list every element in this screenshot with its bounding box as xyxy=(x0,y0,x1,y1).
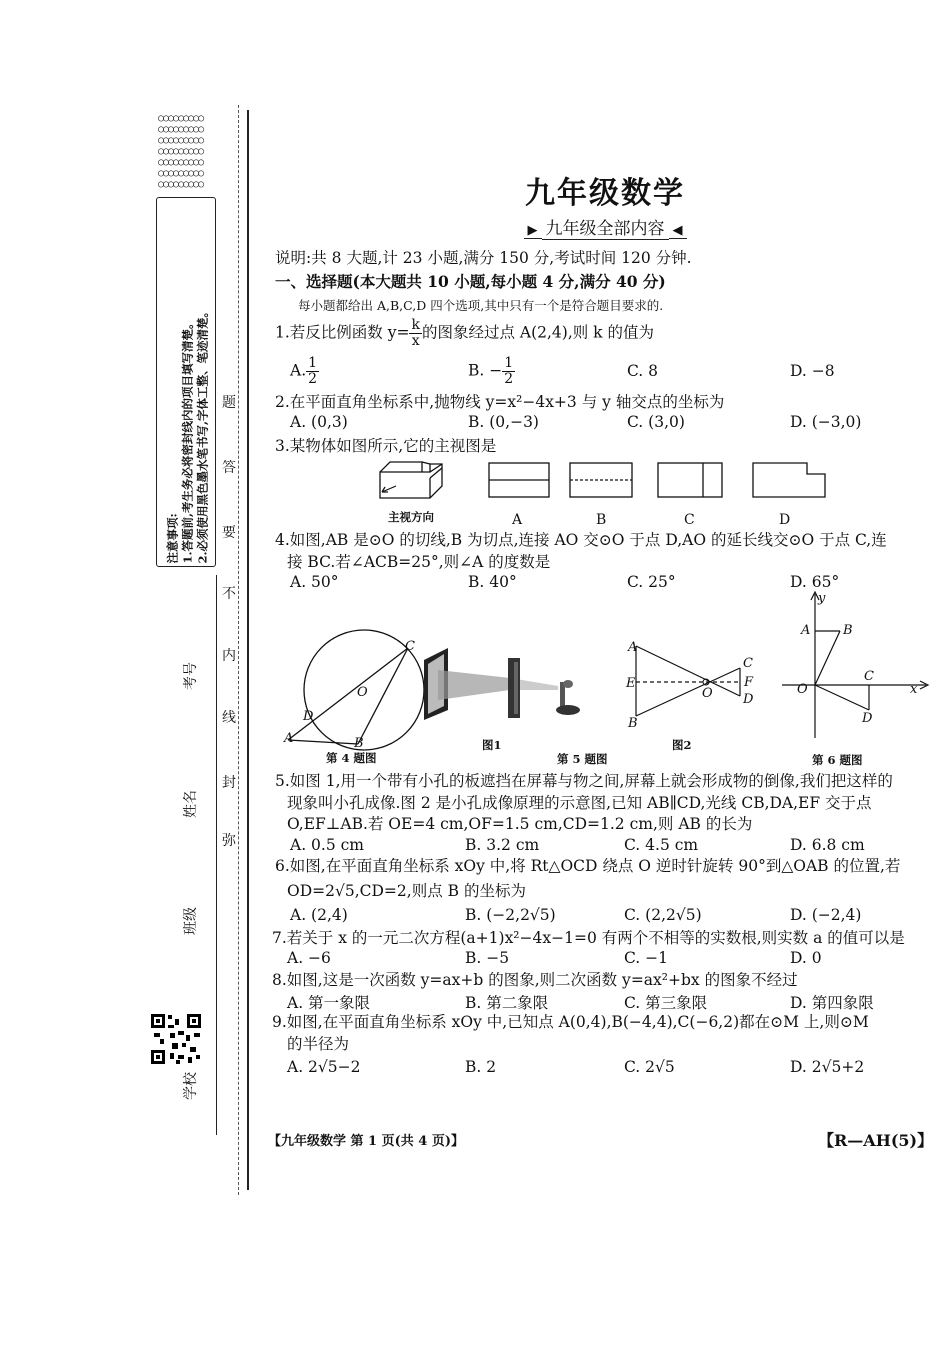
page-title: 九年级数学 xyxy=(525,176,685,211)
q1-b-den: 2 xyxy=(504,371,514,387)
q3-arrow-label: 主视方向 xyxy=(388,510,434,524)
q1-frac-den: x xyxy=(411,333,420,349)
q1-a-label: A. xyxy=(290,361,307,380)
field-class: 班级 xyxy=(183,907,199,935)
q4-stem-1: 4.如图,AB 是⊙O 的切线,B 为切点,连接 AO 交⊙O 于点 D,AO 的延长线交⊙O 于点 C,连 xyxy=(275,531,887,549)
fig2-label-o: O xyxy=(702,686,713,701)
seal-char-6: 要 xyxy=(222,525,236,541)
field-school: 学校 xyxy=(183,1072,199,1100)
q1-option-d: D. −8 xyxy=(790,362,835,380)
q7-option-a: A. −6 xyxy=(287,949,331,967)
q7-stem: 7.若关于 x 的一元二次方程(a+1)x²−4x−1=0 有两个不相等的实数根,则实数 a 的值可以是 xyxy=(272,929,905,947)
q4-option-b: B. 40° xyxy=(468,573,517,591)
q9-option-a: A. 2√5−2 xyxy=(287,1058,361,1076)
q5-option-a: A. 0.5 cm xyxy=(290,836,365,854)
fig4-label-b: B xyxy=(354,736,364,751)
field-exam-no: 考号 xyxy=(183,662,199,690)
seal-char-2: 封 xyxy=(222,775,236,791)
q8-stem: 8.如图,这是一次函数 y=ax+b 的图象,则二次函数 y=ax²+bx 的图象不经过 xyxy=(272,971,798,989)
q1-stem-b: 的图象经过点 A(2,4),则 k 的值为 xyxy=(421,323,654,342)
fig2-label-e: E xyxy=(626,676,636,691)
fig6-label-o: O xyxy=(797,682,808,697)
fig6-label-x: x xyxy=(910,682,918,697)
q5-option-c: C. 4.5 cm xyxy=(624,836,699,854)
q5-option-b: B. 3.2 cm xyxy=(465,836,540,854)
fig6-label-y: y xyxy=(818,591,826,606)
fig2-label-d: D xyxy=(743,692,754,707)
q3-stem: 3.某物体如图所示,它的主视图是 xyxy=(275,437,497,455)
qr-code-icon xyxy=(150,1013,202,1065)
fig4-label-o: O xyxy=(357,685,368,700)
q5-stem-3: O,EF⊥AB.若 OE=4 cm,OF=1.5 cm,CD=1.2 cm,则 AB 的长为 xyxy=(287,815,753,833)
q5-stem-1: 5.如图 1,用一个带有小孔的板遮挡在屏幕与物之间,屏幕上就会形成物的倒像,我们把这样的 xyxy=(275,772,893,790)
q7-option-b: B. −5 xyxy=(465,949,510,967)
q9-stem-2: 的半径为 xyxy=(287,1035,350,1053)
q3-option-figures xyxy=(485,460,830,500)
q6-stem-2: OD=2√5,CD=2,则点 B 的坐标为 xyxy=(287,882,526,900)
seal-char-7: 答 xyxy=(222,460,236,476)
q3-label-b: B xyxy=(596,512,607,528)
q2-option-b: B. (0,−3) xyxy=(468,413,539,431)
q4-option-d: D. 65° xyxy=(790,573,840,591)
fig4-label-c: C xyxy=(405,639,415,654)
seal-char-3: 线 xyxy=(222,710,236,726)
q1-fraction xyxy=(409,318,421,349)
q3-label-a: A xyxy=(512,512,523,528)
fig2-label-b: B xyxy=(628,716,638,731)
q2-option-c: C. (3,0) xyxy=(627,413,685,431)
q1-a-den: 2 xyxy=(308,371,318,387)
q9-option-b: B. 2 xyxy=(465,1058,497,1076)
fig2-pinhole-diagram xyxy=(620,640,755,730)
field-name: 姓名 xyxy=(183,790,199,818)
q7-option-c: C. −1 xyxy=(624,949,669,967)
intro-text: 说明:共 8 大题,计 23 小题,满分 150 分,考试时间 120 分钟. xyxy=(275,249,692,267)
q6-option-b: B. (−2,2√5) xyxy=(465,906,556,924)
notice-item-1: 1.答题前,考生务必将密封线内的项目填写清楚。 xyxy=(180,317,195,564)
fig4-circle-diagram xyxy=(280,628,425,753)
q2-option-a: A. (0,3) xyxy=(290,413,348,431)
fig6-label-a: A xyxy=(801,623,811,638)
q3-label-d: D xyxy=(779,512,791,528)
q9-option-c: C. 2√5 xyxy=(624,1058,675,1076)
q6-stem-1: 6.如图,在平面直角坐标系 xOy 中,将 Rt△OCD 绕点 O 逆时针旋转 90°到△OAB 的位置,若 xyxy=(275,857,901,875)
dot-pattern: ○○○○○○○○○ ○○○○○○○○○ ○○○○○○○○○ ○○○○○○○○○ ○○○○○○○○○ ○○○○○○○○○ ○○○○○○○○○ xyxy=(158,113,204,190)
notice-text-block xyxy=(158,201,212,564)
q7-option-d: D. 0 xyxy=(790,949,822,967)
q6-option-a: A. (2,4) xyxy=(290,906,348,924)
seal-char-1: 弥 xyxy=(222,833,236,849)
q3-label-c: C xyxy=(684,512,695,528)
fig2-caption: 图2 xyxy=(672,738,692,752)
footer-page-info: 【九年级数学 第 1 页(共 4 页)】 xyxy=(268,1134,465,1149)
q1-frac-num: k xyxy=(411,317,420,333)
q1-stem-a: 1.若反比例函数 y= xyxy=(275,323,410,342)
q1-stem xyxy=(275,318,654,349)
seal-line xyxy=(238,105,240,1195)
seal-char-8: 题 xyxy=(222,395,236,411)
triangle-left-icon: ◀ xyxy=(669,223,687,239)
q1-b-label: B. − xyxy=(468,361,503,380)
q4-option-a: A. 50° xyxy=(290,573,339,591)
q1-option-b xyxy=(468,356,515,387)
fig2-label-a: A xyxy=(628,640,638,655)
q8-option-d: D. 第四象限 xyxy=(790,994,874,1012)
q2-stem: 2.在平面直角坐标系中,抛物线 y=x²−4x+3 与 y 轴交点的坐标为 xyxy=(275,393,725,411)
fig2-label-f: F xyxy=(744,675,754,690)
fig6-coordinate-diagram xyxy=(780,590,930,740)
q1-option-a xyxy=(290,356,319,387)
section1-heading: 一、选择题(本大题共 10 小题,每小题 4 分,满分 40 分) xyxy=(275,272,666,291)
fig1-caption: 图1 xyxy=(482,738,502,752)
fig6-caption: 第 6 题图 xyxy=(812,753,863,767)
fig5-caption: 第 5 题图 xyxy=(557,752,608,766)
field-line-column xyxy=(216,575,217,1135)
q9-stem-1: 9.如图,在平面直角坐标系 xOy 中,已知点 A(0,4),B(−4,4),C(−6,2)都在⊙M 上,则⊙M xyxy=(272,1013,869,1031)
fig2-label-c: C xyxy=(743,656,753,671)
q1-b-num: 1 xyxy=(504,355,514,371)
q8-option-b: B. 第二象限 xyxy=(465,994,549,1012)
triangle-right-icon: ▶ xyxy=(524,223,542,239)
fig4-caption: 第 4 题图 xyxy=(326,751,377,765)
seal-char-4: 内 xyxy=(222,648,236,664)
fig1-pinhole-illustration xyxy=(418,640,588,722)
q4-stem-2: 接 BC.若∠ACB=25°,则∠A 的度数是 xyxy=(287,553,551,571)
subtitle-text: 九年级全部内容 xyxy=(542,214,669,240)
q5-option-d: D. 6.8 cm xyxy=(790,836,865,854)
q4-option-c: C. 25° xyxy=(627,573,676,591)
footer-code: 【R—AH(5)】 xyxy=(818,1131,934,1150)
fig4-label-d: D xyxy=(303,709,314,724)
margin-border-line xyxy=(247,110,249,1190)
seal-char-5: 不 xyxy=(222,586,236,602)
fig6-label-c: C xyxy=(864,669,874,684)
page-subtitle xyxy=(0,214,950,240)
q8-option-c: C. 第三象限 xyxy=(624,994,708,1012)
q9-option-d: D. 2√5+2 xyxy=(790,1058,865,1076)
q1-a-num: 1 xyxy=(308,355,318,371)
notice-title: 注意事项: xyxy=(165,513,180,564)
fig6-label-d: D xyxy=(862,711,873,726)
section1-note: 每小题都给出 A,B,C,D 四个选项,其中只有一个是符合题目要求的. xyxy=(298,298,664,313)
fig4-label-a: A xyxy=(284,731,294,746)
q6-option-d: D. (−2,4) xyxy=(790,906,862,924)
q5-stem-2: 现象叫小孔成像.图 2 是小孔成像原理的示意图,已知 AB∥CD,光线 CB,DA,EF 交于点 xyxy=(287,794,872,812)
fig6-label-b: B xyxy=(843,623,853,638)
q8-option-a: A. 第一象限 xyxy=(287,994,371,1012)
q1-option-c: C. 8 xyxy=(627,362,659,380)
q6-option-c: C. (2,2√5) xyxy=(624,906,702,924)
notice-item-2: 2.必须使用黑色墨水笔书写,字体工整、笔迹清楚。 xyxy=(195,305,210,564)
q2-option-d: D. (−3,0) xyxy=(790,413,862,431)
